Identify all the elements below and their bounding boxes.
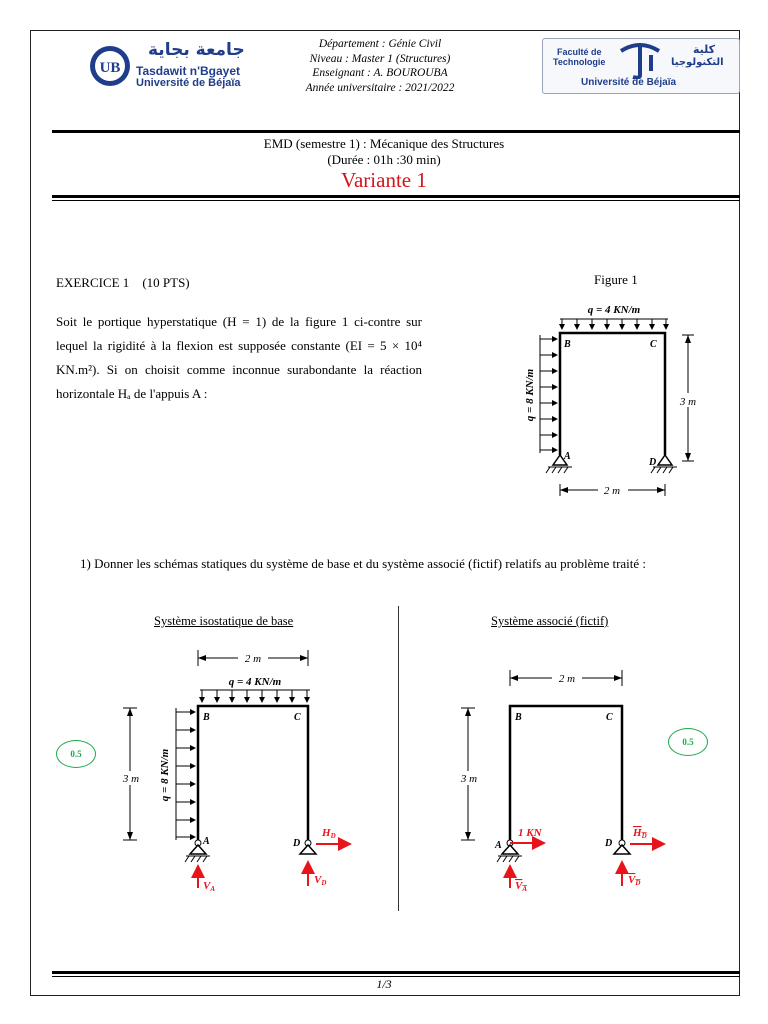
fictif-node-c: C (606, 712, 613, 723)
base-q-left-label: q = 8 KN/m (159, 748, 171, 802)
variant-title: Variante 1 (341, 168, 427, 192)
fictif-height-label: 3 m (460, 773, 478, 785)
base-left-load-arrows (176, 712, 195, 837)
exercise-statement: Soit le portique hyperstatique (H = 1) de la figure 1 ci-contre sur lequel la rigidité à la flexion est supposée constante (EI = 5 × 10⁴ KN.m²). Si on choisit comme inconnue surabondante la réaction horizontale Hₐ de l'appuis A : (56, 314, 422, 401)
fictif-support-a-icon (502, 845, 518, 854)
faculty-university-name: Université de Béjaïa (581, 77, 677, 88)
fig1-node-c: C (650, 339, 657, 350)
fig1-top-load-arrows (562, 319, 666, 329)
system-base-score-badge: 0.5 (56, 740, 96, 768)
base-top-load-arrows (202, 690, 307, 702)
teacher-line: Enseignant : A. BOUROUBA (312, 67, 448, 79)
faculty-arabic2: التكنولوجيا (671, 57, 724, 68)
fig1-left-load-arrows (540, 339, 557, 450)
fig1-support-d-icon (658, 455, 672, 465)
faculty-line2: Technologie (553, 57, 606, 67)
fictif-reaction-hd-label: HD (633, 827, 647, 840)
base-reaction-vd-label: VD (314, 874, 327, 887)
fig1-frame-members (560, 333, 665, 455)
year-line: Année universitaire : 2021/2022 (305, 81, 455, 94)
fictif-reaction-va-label: VA (515, 880, 528, 893)
base-frame-members (198, 706, 308, 842)
fig1-node-d: D (649, 457, 657, 468)
exercise-points: (10 PTS) (142, 275, 190, 290)
title-rule-bottom-thin (52, 200, 740, 201)
faculty-emblem-icon (615, 41, 665, 79)
title-rule-bottom (52, 195, 740, 198)
fictif-span-label: 2 m (558, 673, 576, 685)
question-1: 1) Donner les schémas statiques du système de base et du système associé (fictif) relatifs au problème traité : (80, 556, 647, 571)
base-reaction-va-label: VA (203, 880, 216, 893)
fig1-ground-a-hatch (546, 467, 572, 473)
department-line: Département : Génie Civil (318, 38, 442, 50)
base-support-d-icon (300, 845, 316, 854)
base-height-label: 3 m (122, 773, 140, 785)
figure1-frame-diagram (500, 295, 720, 505)
exercise-title: EXERCICE 1 (56, 275, 130, 290)
level-line: Niveau : Master 1 (Structures) (309, 52, 451, 65)
exercise-heading (56, 275, 190, 291)
system-base-diagram (110, 640, 370, 910)
fictif-unit-load-label: 1 KN (518, 827, 542, 839)
fictif-node-a: A (495, 840, 502, 851)
base-reaction-hd-label: HD (322, 827, 336, 840)
fig1-q-top-label: q = 4 KN/m (587, 304, 641, 316)
page-number: 1/3 (376, 977, 392, 991)
faculty-logo-right (542, 38, 740, 94)
footer-rule (52, 971, 740, 974)
base-ground-a-hatch (185, 856, 210, 862)
base-q-top-label: q = 4 KN/m (228, 676, 282, 688)
fictif-reaction-vd-label: VD (628, 874, 641, 887)
fig1-span-label: 2 m (603, 485, 621, 497)
fig1-q-left-label: q = 8 KN/m (524, 368, 536, 422)
logo-arabic-name: جامعة بجاية (148, 40, 245, 60)
header-info (250, 37, 510, 95)
title-rule-top (52, 130, 740, 133)
faculty-line1: Faculté de (557, 47, 602, 57)
system-fictif-diagram (440, 660, 690, 910)
system-fictif-score-badge: 0.5 (668, 728, 708, 756)
fig1-node-b: B (564, 339, 571, 350)
logo-french-name: Université de Béjaïa (136, 77, 241, 89)
system-fictif-title: Système associé (fictif) (491, 614, 609, 628)
logo-kabyle-name: Tasdawit n'Bgayet (136, 64, 240, 78)
university-logo-left (88, 40, 258, 92)
base-node-b: B (203, 712, 210, 723)
system-base-title: Système isostatique de base (154, 614, 294, 628)
fictif-support-d-icon (614, 845, 630, 854)
base-node-c: C (294, 712, 301, 723)
base-node-a: A (203, 836, 210, 847)
svg-text:UB: UB (99, 60, 121, 76)
fictif-ground-a-hatch (497, 856, 522, 862)
base-node-d: D (293, 838, 301, 849)
fictif-node-d: D (605, 838, 613, 849)
figure1-caption: Figure 1 (594, 272, 638, 287)
base-span-label: 2 m (244, 653, 262, 665)
fictif-frame-members (510, 706, 622, 842)
fig1-height-label: 3 m (679, 396, 697, 408)
faculty-arabic1: كلية (693, 43, 716, 56)
fig1-node-a: A (564, 451, 571, 462)
systems-divider (398, 606, 399, 911)
fictif-node-b: B (515, 712, 522, 723)
exam-title: EMD (semestre 1) : Mécanique des Structures (263, 136, 505, 151)
exam-duration: (Durée : 01h :30 min) (327, 152, 441, 167)
